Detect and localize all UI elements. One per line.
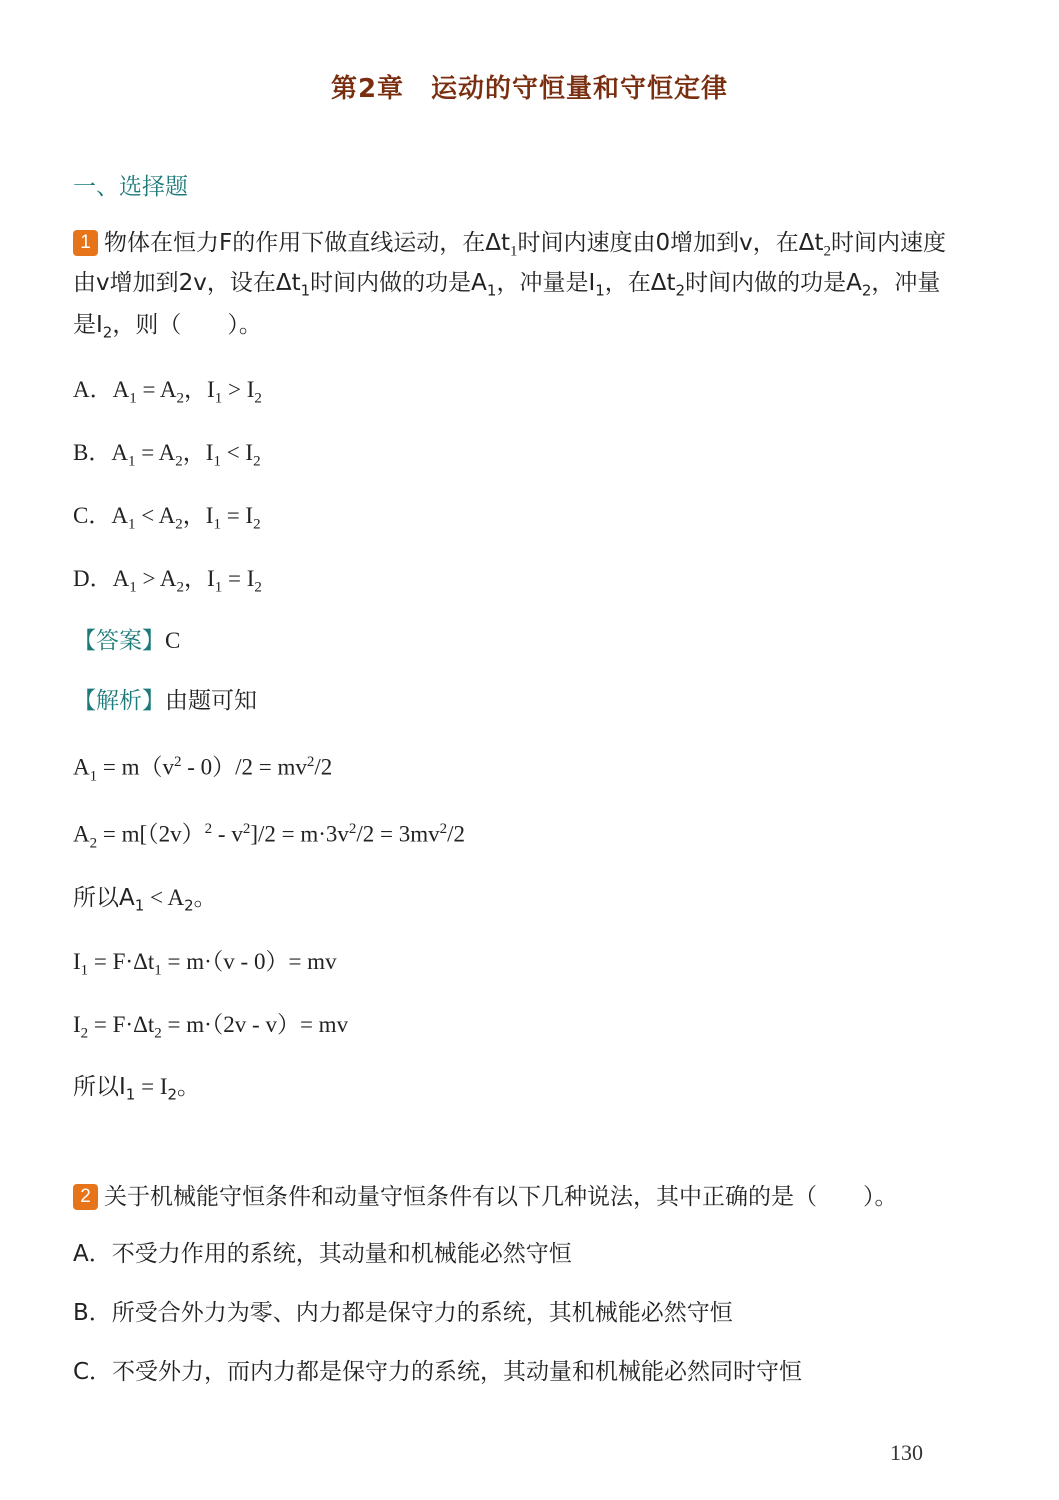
page-number: 130 <box>890 1440 923 1465</box>
q1-option-b: B．$A_1 = A_2$，$I_1 < I_2$ <box>73 440 261 470</box>
q2-option-b: B．所受合外力为零、内力都是保守力的系统，其机械能必然守恒 <box>73 1300 733 1326</box>
q1-option-c: C．$A_1 < A_2$，$I_1 = I_2$ <box>73 503 261 533</box>
q1-equation-4: $I_1 = F\cdot\Delta t_1 = m\cdot(v - 0)=$ mv <box>73 949 337 979</box>
chapter-title: 第2章 运动的守恒量和守恒定律 <box>330 74 729 104</box>
question-number-badge: 1 <box>73 230 98 256</box>
q1-stem-line2: 由v增加到2v，设在$\Delta t_1$时间内做的功是$A_1$，冲量是$I_1$，在$\Delta t_2$时间内做的功是$A_2$，冲量 <box>73 270 941 300</box>
q1-option-a: A．$A_1 = A_2$，$I_1 > I_2$ <box>73 377 262 407</box>
q1-answer <box>73 629 180 653</box>
analysis-tag: 【解析】 <box>73 688 165 714</box>
answer-tag: 【答案】 <box>73 628 165 654</box>
q2-stem: 2 关于机械能守恒条件和动量守恒条件有以下几种说法，其中正确的是（ ）。 <box>73 1184 898 1210</box>
q2-option-c: C．不受外力，而内力都是保守力的系统，其动量和机械能必然同时守恒 <box>73 1359 803 1385</box>
q1-equation-2: $A_2 = m[(2v)^2 - v^2]/2 = m\cdot 3v^2/2 = 3mv^2/2$ <box>73 821 466 852</box>
question-number-badge: 2 <box>73 1184 98 1210</box>
q1-option-d: D．$A_1 > A_2$，$I_1 = I_2$ <box>73 566 262 596</box>
q1-analysis-heading: 【解析】由题可知 <box>73 688 257 714</box>
q1-equation-6: 所以$I_1 = I_2$。 <box>73 1074 201 1104</box>
q1-equation-1: $A_1 = m(v^2 - 0)/2 = mv^2/2$ <box>73 754 333 785</box>
section-title: 一、选择题 <box>73 174 188 200</box>
answer-value: C <box>165 628 181 653</box>
q1-stem-line3: 是$I_2$，则（ ）。 <box>73 312 262 342</box>
q2-option-a: A．不受力作用的系统，其动量和机械能必然守恒 <box>73 1241 572 1267</box>
q1-equation-5: $I_2 = F\cdot\Delta t_2 = m\cdot(2v - v)=$ mv <box>73 1012 349 1042</box>
q1-stem-line1: 1 物体在恒力F的作用下做直线运动，在$\Delta t_1$时间内速度由0增加到v，在$\Delta t_2$时间内速度 <box>73 230 946 260</box>
q1-equation-3: 所以$A_1 < A_2$。 <box>73 885 217 915</box>
